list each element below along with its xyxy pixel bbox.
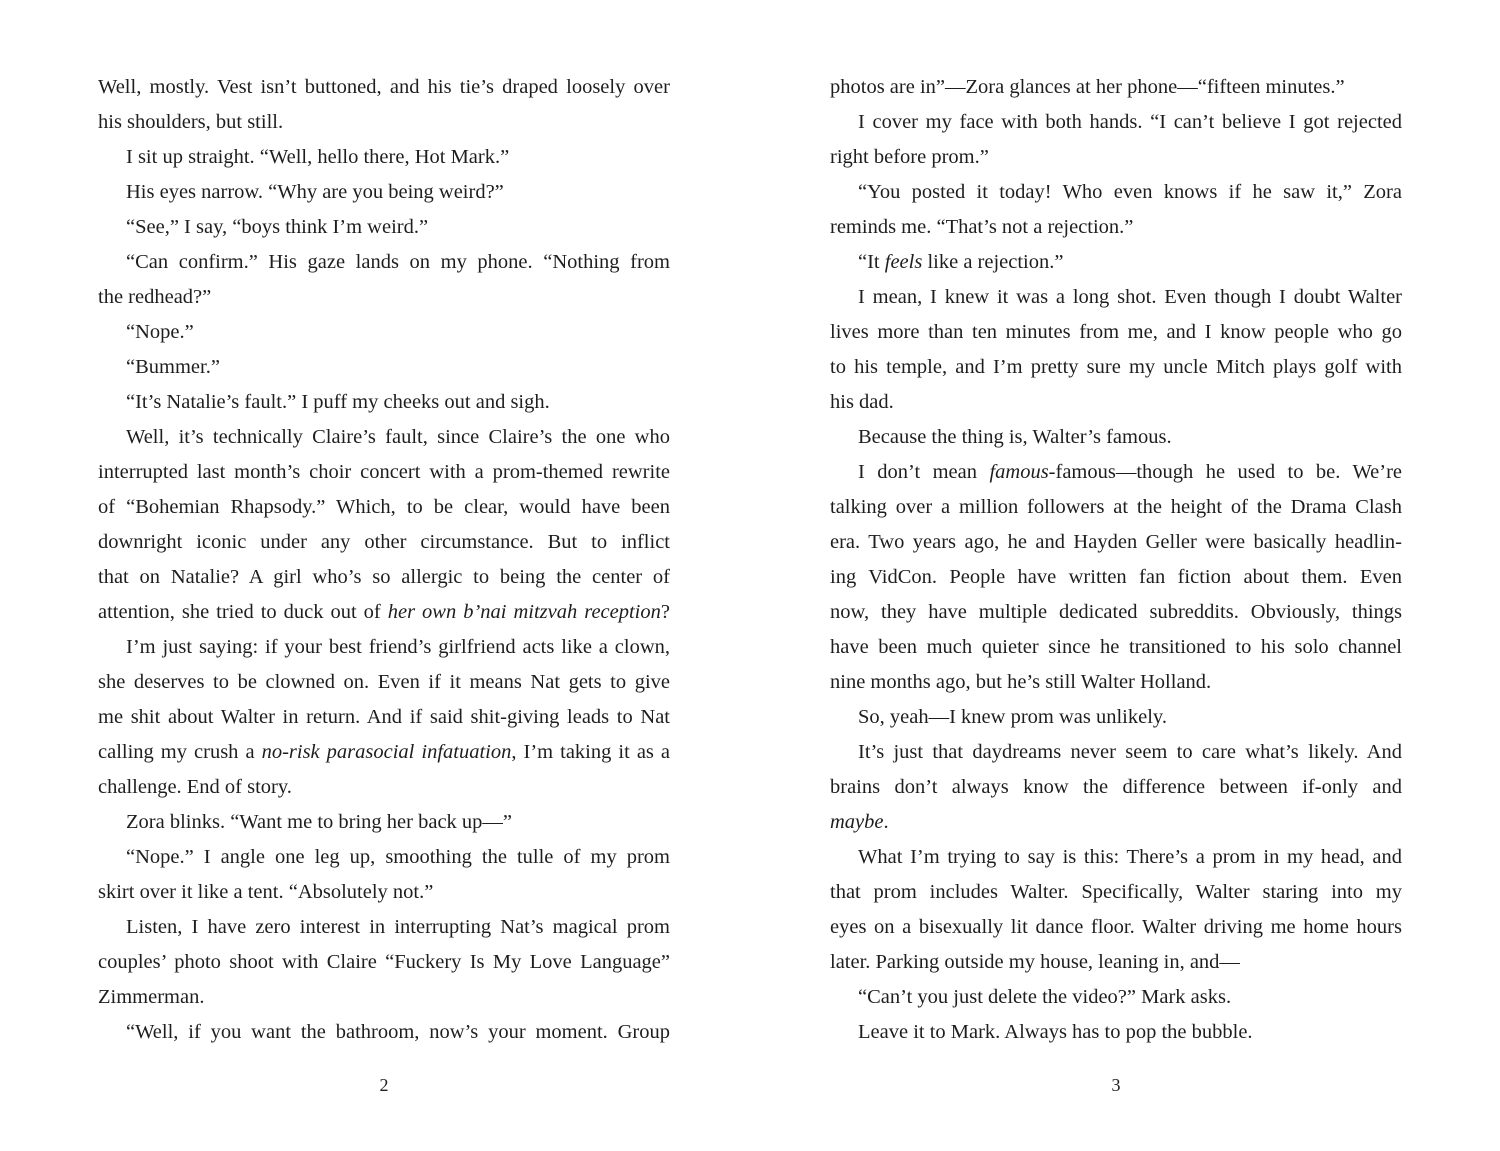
text-segment: -famous—though he used to be. We’re: [1048, 461, 1403, 483]
text-line: [830, 280, 1402, 315]
text-line: [830, 70, 1402, 105]
text-segment: It’s just that daydreams never seem to care what’s likely. And: [858, 741, 1402, 763]
right-page: [830, 70, 1402, 1050]
text-line: [830, 140, 1402, 175]
text-line: [830, 350, 1402, 385]
text-segment: “Nope.” I angle one leg up, smoothing the tulle of my prom: [126, 846, 670, 868]
italic-text: famous: [989, 461, 1049, 483]
text-segment: skirt over it like a tent. “Absolutely not.”: [98, 881, 434, 903]
text-line: [830, 210, 1402, 245]
text-line: [830, 105, 1402, 140]
text-segment: right before prom.”: [830, 146, 989, 168]
text-line: [830, 595, 1402, 630]
text-segment: later. Parking outside my house, leaning in, and—: [830, 951, 1240, 973]
text-segment: Listen, I have zero interest in interrupting Nat’s magical prom: [126, 916, 670, 938]
text-line: [98, 245, 670, 280]
text-segment: challenge. End of story.: [98, 776, 292, 798]
text-segment: his dad.: [830, 391, 894, 413]
text-line: [98, 840, 670, 875]
text-segment: Well, mostly. Vest isn’t buttoned, and his tie’s draped loosely over: [98, 76, 670, 98]
text-line: [830, 910, 1402, 945]
text-segment: to his temple, and I’m pretty sure my uncle Mitch plays golf with: [830, 356, 1402, 378]
text-segment: that on Natalie? A girl who’s so allergic to being the center of: [98, 566, 670, 588]
text-line: [98, 140, 670, 175]
text-line: [830, 455, 1402, 490]
text-line: [830, 1015, 1402, 1050]
text-line: [830, 560, 1402, 595]
text-segment: “It’s Natalie’s fault.” I puff my cheeks out and sigh.: [126, 391, 550, 413]
text-line: [98, 875, 670, 910]
text-line: [98, 805, 670, 840]
text-segment: “Nope.”: [126, 321, 194, 343]
text-line: [830, 945, 1402, 980]
text-segment: downright iconic under any other circumstance. But to inflict: [98, 531, 670, 553]
text-segment: of “Bohemian Rhapsody.” Which, to be clear, would have been: [98, 496, 670, 518]
text-segment: like a rejection.”: [922, 251, 1064, 273]
text-segment: Well, it’s technically Claire’s fault, since Claire’s the one who: [126, 426, 670, 448]
text-line: [98, 105, 670, 140]
text-segment: attention, she tried to duck out of: [98, 601, 388, 623]
text-segment: she deserves to be clowned on. Even if it means Nat gets to give: [98, 671, 670, 693]
text-line: [98, 1015, 670, 1050]
text-segment: talking over a million followers at the height of the Drama Clash: [830, 496, 1402, 518]
text-line: [830, 420, 1402, 455]
text-line: [830, 665, 1402, 700]
text-segment: have been much quieter since he transitioned to his solo channel: [830, 636, 1402, 658]
italic-text: feels: [884, 251, 923, 273]
text-segment: I cover my face with both hands. “I can’t believe I got rejected: [858, 111, 1402, 133]
text-segment: that prom includes Walter. Specifically, Walter staring into my: [830, 881, 1402, 903]
italic-text: her own b’nai mitzvah reception: [387, 601, 661, 623]
right-page-text: [830, 70, 1402, 1050]
text-segment: Zimmerman.: [98, 986, 205, 1008]
text-segment: nine months ago, but he’s still Walter Holland.: [830, 671, 1212, 693]
text-line: [98, 280, 670, 315]
italic-text: maybe: [830, 811, 884, 833]
text-segment: now, they have multiple dedicated subreddits. Obviously, things: [830, 601, 1402, 623]
italic-text: no-risk parasocial infatuation: [261, 741, 512, 763]
text-segment: the redhead?”: [98, 286, 212, 308]
text-segment: Zora blinks. “Want me to bring her back up—”: [126, 811, 513, 833]
text-line: [830, 875, 1402, 910]
text-line: [98, 315, 670, 350]
text-line: [830, 700, 1402, 735]
text-line: [98, 630, 670, 665]
text-line: [98, 700, 670, 735]
text-segment: So, yeah—I knew prom was unlikely.: [858, 706, 1167, 728]
text-segment: , I’m taking it as a: [511, 741, 671, 763]
text-line: [830, 980, 1402, 1015]
text-segment: eyes on a bisexually lit dance floor. Walter driving me home hours: [830, 916, 1402, 938]
text-line: [98, 735, 670, 770]
text-line: [830, 770, 1402, 805]
text-line: [98, 385, 670, 420]
text-segment: “You posted it today! Who even knows if he saw it,” Zora: [858, 181, 1402, 203]
text-segment: interrupted last month’s choir concert with a prom-themed rewrite: [98, 461, 670, 483]
text-segment: His eyes narrow. “Why are you being weird?”: [126, 181, 504, 203]
text-line: [830, 315, 1402, 350]
text-segment: brains don’t always know the difference between if-only and: [830, 776, 1402, 798]
left-page-number: 2: [379, 1075, 389, 1095]
text-line: [98, 910, 670, 945]
left-page-text: [98, 70, 670, 1050]
text-segment: calling my crush a: [98, 741, 262, 763]
text-line: [98, 210, 670, 245]
text-segment: Leave it to Mark. Always has to pop the bubble.: [858, 1021, 1253, 1043]
text-line: [98, 770, 670, 805]
text-line: [830, 805, 1402, 840]
text-line: [98, 560, 670, 595]
text-segment: I don’t mean: [858, 461, 990, 483]
text-line: [830, 490, 1402, 525]
text-line: [830, 385, 1402, 420]
text-line: [98, 945, 670, 980]
text-line: [98, 455, 670, 490]
text-line: [98, 525, 670, 560]
text-segment: lives more than ten minutes from me, and I know people who go: [830, 321, 1402, 343]
text-line: [830, 175, 1402, 210]
text-line: [98, 595, 670, 630]
text-segment: “It: [858, 251, 885, 273]
text-line: [98, 175, 670, 210]
text-segment: “See,” I say, “boys think I’m weird.”: [126, 216, 429, 238]
text-line: [830, 840, 1402, 875]
text-segment: What I’m trying to say is this: There’s a prom in my head, and: [858, 846, 1402, 868]
text-segment: “Bummer.”: [126, 356, 220, 378]
text-line: [830, 630, 1402, 665]
text-segment: ?: [660, 601, 670, 623]
text-segment: “Can’t you just delete the video?” Mark asks.: [858, 986, 1232, 1008]
text-line: [830, 245, 1402, 280]
text-segment: era. Two years ago, he and Hayden Geller were basically headlin-: [830, 531, 1402, 553]
text-segment: I sit up straight. “Well, hello there, Hot Mark.”: [126, 146, 510, 168]
text-segment: reminds me. “That’s not a rejection.”: [830, 216, 1134, 238]
text-line: [830, 735, 1402, 770]
text-segment: I’m just saying: if your best friend’s girlfriend acts like a clown,: [126, 636, 670, 658]
left-page: [98, 70, 670, 1050]
right-page-number: 3: [1111, 1075, 1121, 1095]
text-line: [98, 980, 670, 1015]
text-segment: his shoulders, but still.: [98, 111, 284, 133]
text-segment: “Can confirm.” His gaze lands on my phone. “Nothing from: [126, 251, 670, 273]
text-segment: .: [883, 811, 889, 833]
text-line: [98, 490, 670, 525]
text-segment: I mean, I knew it was a long shot. Even though I doubt Walter: [858, 286, 1402, 308]
text-segment: photos are in”—Zora glances at her phone—“fifteen minutes.”: [830, 76, 1345, 98]
text-segment: me shit about Walter in return. And if said shit-giving leads to Nat: [98, 706, 670, 728]
text-segment: “Well, if you want the bathroom, now’s your moment. Group: [126, 1021, 670, 1043]
text-segment: couples’ photo shoot with Claire “Fuckery Is My Love Language”: [98, 951, 670, 973]
text-line: [98, 70, 670, 105]
text-segment: Because the thing is, Walter’s famous.: [858, 426, 1172, 448]
text-line: [98, 420, 670, 455]
text-line: [830, 525, 1402, 560]
text-segment: ing VidCon. People have written fan fiction about them. Even: [830, 566, 1402, 588]
text-line: [98, 350, 670, 385]
text-line: [98, 665, 670, 700]
